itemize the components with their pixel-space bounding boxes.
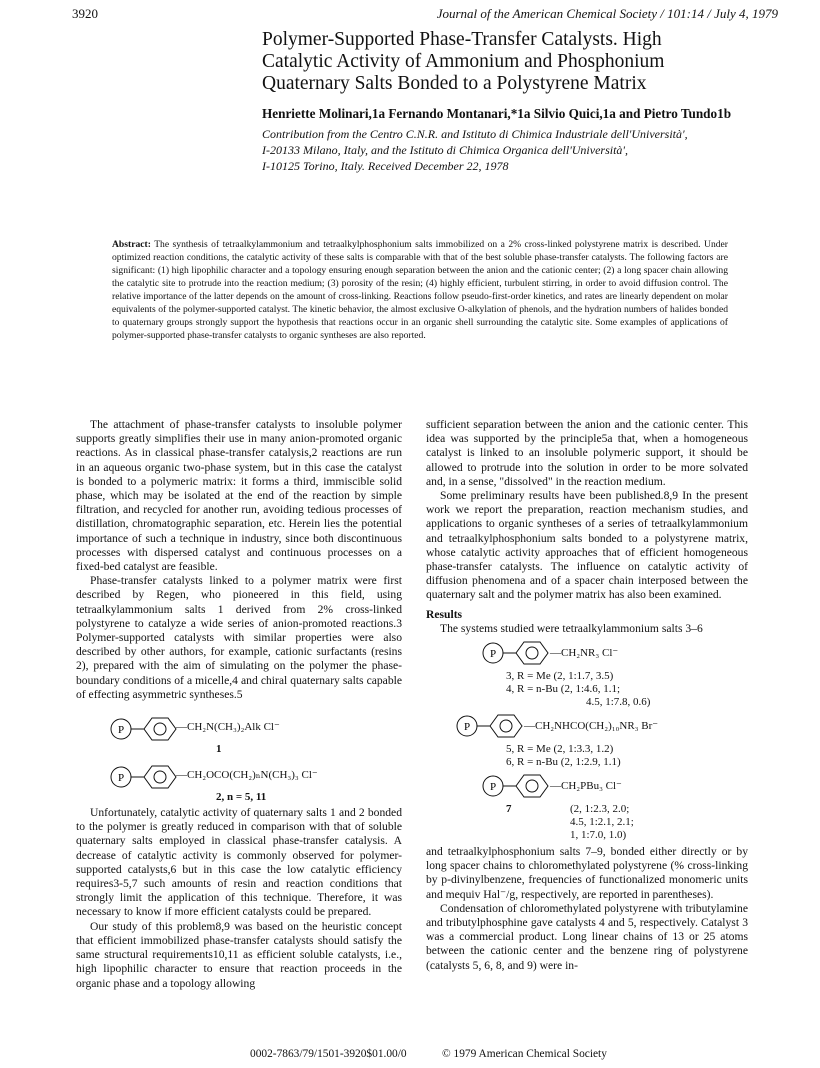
structure-5 [426, 769, 748, 803]
abstract [112, 238, 728, 342]
affiliation-line-2: I-20133 Milano, Italy, and the Istituto di Chimica Organica dell'Università', [262, 143, 628, 157]
structure-line: (2, 1:2.3, 2.0; [570, 803, 630, 816]
title-line-2: Catalytic Activity of Ammonium and Phosphonium [262, 51, 665, 72]
journal-header: Journal of the American Chemical Society / 101:14 / July 4, 1979 [436, 6, 778, 21]
affiliation-line-1: Contribution from the Centro C.N.R. and Istituto di Chimica Industriale dell'Università', [262, 127, 688, 141]
structure-3-formula: —CH₂NR₃ Cl⁻ [550, 647, 619, 660]
footer-copyright: © 1979 American Chemical Society [442, 1048, 607, 1060]
structure-4-data [426, 743, 748, 769]
paragraph: The attachment of phase-transfer catalysts to insoluble polymer supports greatly simplifies their use in many anion-promoted organic reactions. As in classical phase-transfer catalysis,2 reactions are run in an aqueous organic two-phase system, but in this case the catalyst is bonded to a polymeric matrix: it forms a third, immiscible solid phase, which may be isolated at the end of the reaction by simple filtration, and recycled for another run, avoiding tedious processes of distillation, chromatographic separation, etc. Herein lies the potential importance of such a technique in industry, since both discontinuous processes with dispersed catalyst and continuous processes on a fixed-bed catalyst are feasible. [76, 418, 402, 574]
paragraph: Some preliminary results have been published.8,9 In the present work we report the preparation, reaction mechanism studies, and applications to organic syntheses of a series of tetraalkylammonium and tetraalkylphosphonium salts bonded to a polystyrene matrix, whose catalytic activity approaches that of efficient homogeneous phase-transfer catalysts. The influence on catalytic activity of diffusion phenomena and of a spacer chain interposed between the quaternary salt and the polymer matrix has also been examined. [426, 489, 748, 602]
affiliation [262, 126, 792, 174]
structure-line: 3, R = Me (2, 1:1.7, 3.5) [506, 670, 614, 683]
structure-line: 4.5, 1:2.1, 2.1; [570, 816, 634, 829]
title-line-3: Quaternary Salts Bonded to a Polystyrene Matrix [262, 73, 647, 94]
structure-5-formula: —CH₂PBu₃ Cl⁻ [550, 780, 622, 793]
abstract-label: Abstract: [112, 239, 151, 250]
structure-line: 6, R = n-Bu (2, 1:2.9, 1.1) [506, 756, 621, 769]
svg-text:P: P [117, 772, 125, 785]
structure-5-data [426, 803, 748, 845]
structure-label: 7 [506, 803, 512, 816]
structure-line: 4.5, 1:7.8, 0.6) [586, 696, 651, 709]
structure-2-label: 2, n = 5, 11 [216, 791, 267, 804]
structure-3 [426, 636, 748, 670]
right-column [426, 418, 748, 973]
paragraph: The systems studied were tetraalkylammonium salts 3–6 [440, 621, 703, 635]
section-heading-results: Results [426, 607, 463, 621]
page-number: 3920 [72, 6, 98, 21]
structure-1 [76, 708, 402, 760]
structure-2 [76, 760, 402, 806]
structure-line: 4, R = n-Bu (2, 1:4.6, 1.1; [506, 683, 621, 696]
structure-3-data [426, 670, 748, 709]
affiliation-line-3: I-10125 Torino, Italy. Received December 22, 1978 [262, 159, 509, 173]
paragraph: Phase-transfer catalysts linked to a polymer matrix were first described by Regen, who pioneered in this field, using tetraalkylammonium salts 1 derived from 2% cross-linked polystyrene to catalyze a wide series of anion-promoted reactions.3 Polymer-supported catalysts with similar properties were also described by other authors, for example, cationic surfactants (resins 2), prepared with the aim of simulating on the polymer the phase-boundary conditions of a micelle,4 and chiral quaternary salts capable of effecting asymmetric syntheses.5 [76, 574, 402, 701]
paragraph: and tetraalkylphosphonium salts 7–9, bonded either directly or by long spacer chains to chloromethylated polystyrene (% cross-linking by p-divinylbenzene, frequencies of functionalized monomeric units and mequiv Hal⁻/g, respectively, are reported in parentheses). [426, 845, 748, 901]
article-title [262, 29, 782, 95]
structure-1-label: 1 [216, 743, 222, 756]
structure-2-formula: —CH₂OCO(CH₂)ₙN(CH₃)₃ Cl⁻ [176, 769, 318, 782]
paragraph: sufficient separation between the anion and the cationic center. This idea was supported by the principle5a that, when a homogeneous catalyst is linked to an insoluble polymeric support, it should be allowed to protrude into the solution in order to be more solvated and, in a sense, "dissolved" in the reaction medium. [426, 418, 748, 488]
structure-line: 1, 1:7.0, 1.0) [570, 829, 627, 842]
paragraph: Unfortunately, catalytic activity of quaternary salts 1 and 2 bonded to the polymer is greatly reduced in comparison with that of soluble quaternary salts employed in classical phase-transfer catalysis. A decrease of catalytic activity is commonly observed for polymer-supported catalysts,6 but in this case the low catalytic efficiency requires3-5,7 such amounts of resin and reaction conditions that strongly limit the application of this technique. Therefore, it was necessary to know if more efficient catalysts could be prepared. [76, 806, 402, 919]
author-list: Henriette Molinari,1a Fernando Montanari,*1a Silvio Quici,1a and Pietro Tundo1b [262, 106, 732, 121]
footer-code: 0002-7863/79/1501-3920$01.00/0 [250, 1048, 407, 1060]
structure-line: 5, R = Me (2, 1:3.3, 1.2) [506, 743, 614, 756]
svg-text:P: P [463, 721, 471, 734]
svg-text:P: P [489, 781, 497, 794]
svg-text:P: P [117, 724, 125, 737]
structure-4 [426, 709, 748, 743]
structure-1-formula: —CH₂N(CH₃)₂Alk Cl⁻ [176, 721, 280, 734]
paragraph: Condensation of chloromethylated polystyrene with tributylamine and tributylphosphine gave catalysts 4 and 5, respectively. Catalyst 3 was a commercial product. Long linear chains of 13 or 25 atoms between the cationic center and the benzene ring of polystyrene (catalysts 5, 6, 8, and 9) were in- [426, 901, 748, 972]
svg-text:P: P [489, 648, 497, 661]
abstract-text: The synthesis of tetraalkylammonium and tetraalkylphosphonium salts immobilized on a 2% cross-linked polystyrene matrix is described. Under optimized reaction conditions, the catalytic activity of these salts is comparable with that of the best soluble phase-transfer catalysts. The following factors are significant: (1) high lipophilic character and a topology ensuring enough separation between the anion and the cationic center; (2) a long spacer chain allowing the catalytic site to protrude into the reaction medium; (3) porosity of the resin; (4) highly efficient, turbulent stirring, in order to avoid diffusion control. The relative importance of the latter depends on the amount of cross-linking. Reactions follow pseudo-first-order kinetics, and rates are linearly dependent on molar equivalents of the polymer-supported catalyst. The kinetic behavior, the almost exclusive O-alkylation of phenols, and the hydration numbers of halides bonded to quaternary groups strongly support the hypothesis that reactions occur in an organic shell surrounding the catalytic site. Some examples of applications of polymer-supported phase-transfer catalysts to organic syntheses are also reported. [112, 239, 728, 341]
title-line-1: Polymer-Supported Phase-Transfer Catalysts. High [262, 29, 662, 50]
left-column [76, 418, 402, 991]
paragraph: Our study of this problem8,9 was based on the heuristic concept that efficient immobilized phase-transfer catalysts should satisfy the same structural requirements10,11 as efficient soluble catalysts, i.e., high lipophilic character to ensure that reaction proceeds in the organic phase and a topology allowing [76, 919, 402, 990]
structure-4-formula: —CH₂NHCO(CH₂)₁₀NR₃ Br⁻ [524, 720, 659, 733]
